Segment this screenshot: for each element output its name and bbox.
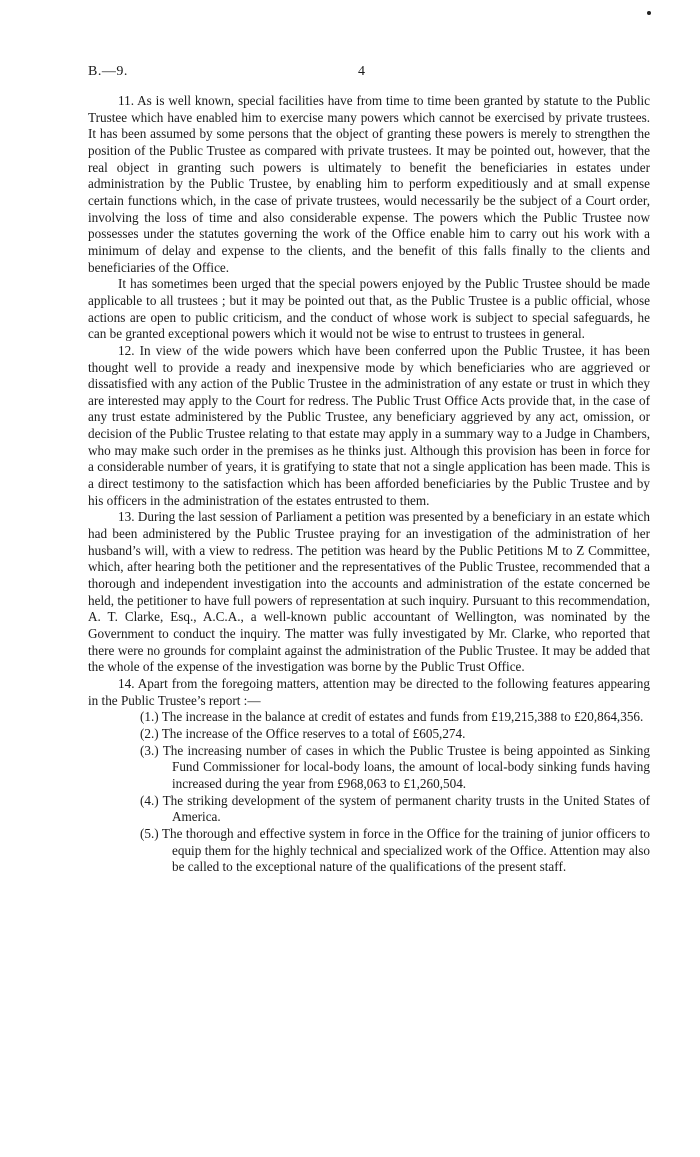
feature-item-2: (2.) The increase of the Office reserves to a total of £605,274. bbox=[140, 725, 466, 741]
feature-item-3: (3.) The increasing number of cases in which the Public Trustee is being appointed as Sinking Fund Commissioner for local-body loans, the amount of local-body sinking funds having increased during the year from £968,063 to £1,260,504. bbox=[140, 742, 650, 791]
feature-item-4: (4.) The striking development of the system of permanent charity trusts in the United States of America. bbox=[140, 792, 650, 825]
paragraph-11: 11. As is well known, special facilities have from time to time been granted by statute to the Public Trustee which have enabled him to exercise many powers which cannot be exercised by private trustees. It has been assumed by some persons that the object of granting these powers is merely to strengthen the position of the Public Trustee as compared with private trustees. It may be pointed out, however, that the real object in granting such powers is ultimately to benefit the beneficiaries in estates under administration by the Public Trustee, by enabling him to perform expeditiously and at small expense certain functions which, in the case of private trustees, would necessarily be the subject of a Court order, involving the loss of time and also considerable expense. The powers which the Public Trustee now possesses under the statutes governing the work of the Office enable him to carry out his work with a minimum of delay and expense to the clients, and the benefit of this falls finally to the clients and beneficiaries of the Office. bbox=[88, 93, 650, 275]
feature-item-5: (5.) The thorough and effective system in force in the Office for the training of junior officers to equip them for the highly technical and specialized work of the Office. Attention may also be called to the exceptional nature of the qualifications of the present staff. bbox=[140, 825, 650, 875]
report-reference: B.—9. bbox=[88, 64, 128, 79]
feature-item-1: (1.) The increase in the balance at credit of estates and funds from £19,215,388 to £20,864,356. bbox=[140, 709, 644, 725]
scan-mark bbox=[647, 11, 651, 15]
paragraph-12: 12. In view of the wide powers which have been conferred upon the Public Trustee, it has been thought well to provide a ready and inexpensive mode by which beneficiaries who are aggrieved or dissatisfied with any action of the Public Trustee in the administration of any estate or trust in which they are interested may apply to the Court for redress. The Public Trust Office Acts provide that, in the case of any trust estate administered by the Public Trustee, any beneficiary aggrieved by any act, omission, or decision of the Public Trustee relating to that estate may apply in a summary way to a Judge in Chambers, who may make such order in the premises as he thinks just. Although this provision has been in force for a considerable number of years, it is gratifying to state that not a single application has been made. This is a direct testimony to the satisfaction which has been afforded beneficiaries by the Public Trustee and by his officers in the administration of the estates entrusted to them. bbox=[88, 342, 650, 508]
page-header bbox=[88, 64, 648, 84]
paragraph-11-continued: It has sometimes been urged that the special powers enjoyed by the Public Trustee should be made applicable to all trustees ; but it may be pointed out that, as the Public Trustee is a public official, whose actions are open to public criticism, and the conduct of whose work is subject to special safeguards, he can be granted exceptional powers which it would not be wise to entrust to trustees in general. bbox=[88, 276, 650, 342]
features-list bbox=[88, 709, 650, 876]
document-body bbox=[88, 93, 650, 876]
paragraph-14: 14. Apart from the foregoing matters, attention may be directed to the following features appearing in the Public Trustee’s report :— bbox=[88, 675, 650, 708]
page-number: 4 bbox=[358, 64, 365, 79]
paragraph-13: 13. During the last session of Parliament a petition was presented by a beneficiary in an estate which had been administered by the Public Trustee praying for an investigation of the administration of her husband’s will, with a view to redress. The petition was heard by the Public Petitions M to Z Committee, which, after hearing both the petitioner and the representatives of the Public Trustee, recommended that a thorough and independent investigation into the accounts and administration of the estate concerned be held, the petitioner to have full powers of representation at such inquiry. Pursuant to this recommendation, A. T. Clarke, Esq., A.C.A., a well-known public accountant of Wellington, was nominated by the Government to conduct the inquiry. The matter was fully investigated by Mr. Clarke, who reported that there were no grounds for complaint against the administration of the Public Trustee. It may be added that the whole of the expense of the investigation was borne by the Public Trust Office. bbox=[88, 509, 650, 675]
